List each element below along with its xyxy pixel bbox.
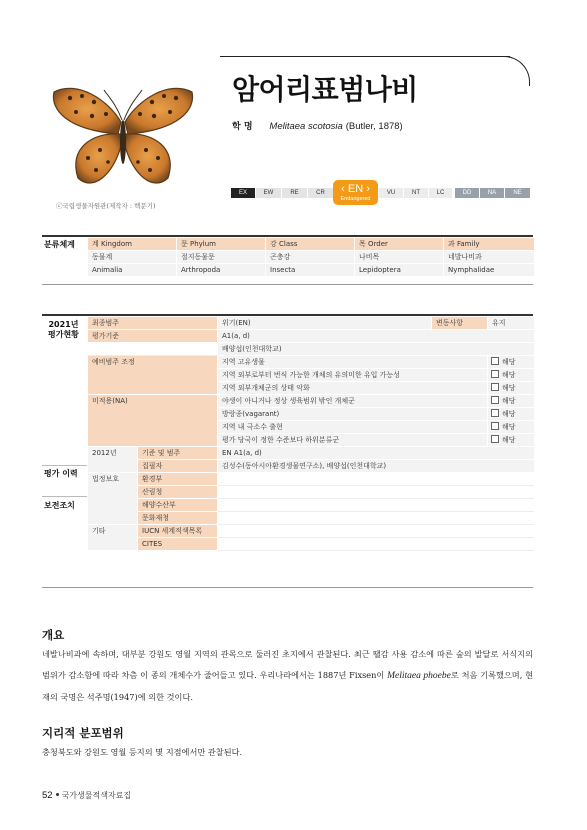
history-label: 평가 이력 (44, 469, 78, 478)
photo-credit: ⓒ국립생물자원관(제작자 : 백문기) (56, 202, 156, 210)
na-label: 미적용(NA) (88, 395, 218, 447)
table-cell: Animalia (88, 264, 177, 277)
table-cell: Insecta (266, 264, 355, 277)
classification-bottom-rule (42, 284, 533, 285)
criteria-author: 배양섭(인천대학교) (218, 343, 534, 356)
conservation-label: 보전조치 (44, 501, 75, 510)
checkbox-icon (491, 383, 499, 391)
preliminary-item: 지역 외부개체군의 상태 악화 (218, 382, 488, 395)
checkbox-cell: 해당 (488, 369, 534, 382)
blank-cell (218, 499, 534, 512)
history-author-label: 집필자 (138, 460, 218, 473)
rank-phylum: 문 Phylum (177, 238, 266, 251)
other-label: 기타 (88, 525, 138, 551)
criteria-value: A1(a, d) (218, 330, 534, 343)
rank-family: 과 Family (444, 238, 534, 251)
iucn-cat-na: NA (480, 188, 504, 198)
rank-class: 강 Class (266, 238, 355, 251)
checkbox-cell: 해당 (488, 395, 534, 408)
checkbox-cell: 해당 (488, 434, 534, 447)
butterfly-illustration (48, 70, 198, 200)
checkbox-icon (491, 435, 499, 443)
rank-order: 목 Order (355, 238, 444, 251)
classification-table (87, 238, 534, 277)
blank-cell (218, 473, 534, 486)
checkbox-icon (491, 409, 499, 417)
checkbox-cell: 해당 (488, 408, 534, 421)
iucn-cat-nt: NT (404, 188, 428, 198)
legal-item: 해양수산부 (138, 499, 218, 512)
scientific-authority: (Butler, 1878) (345, 121, 403, 132)
other-item: CITES (138, 538, 218, 551)
table-cell: 동물계 (88, 251, 177, 264)
change-label: 변동사항 (432, 317, 488, 330)
table-cell: 곤충강 (266, 251, 355, 264)
iucn-selected-code: ‹ EN › (341, 183, 370, 195)
synonym-name: Melitaea phoebe (387, 671, 451, 681)
classification-korean-row (88, 251, 534, 264)
classification-top-rule (42, 235, 533, 237)
checkbox-icon (491, 396, 499, 404)
checkbox-cell: 해당 (488, 356, 534, 369)
header-rule-corner (500, 56, 530, 86)
iucn-cat-vu: VU (379, 188, 403, 198)
preliminary-item: 지역 고유생물 (218, 356, 488, 369)
checkbox-cell: 해당 (488, 421, 534, 434)
table-cell: Arthropoda (177, 264, 266, 277)
rank-kingdom: 계 Kingdom (88, 238, 177, 251)
change-value: 유지 (488, 317, 534, 330)
scientific-name-label: 학 명 (232, 122, 253, 132)
blank-cell (218, 525, 534, 538)
blank-cell (88, 343, 218, 356)
checkbox-icon (491, 357, 499, 365)
bullet-icon (56, 793, 59, 796)
final-category-value: 위기(EN) (218, 317, 432, 330)
table-cell: Lepidoptera (355, 264, 444, 277)
history-year: 2012년 (88, 447, 138, 473)
iucn-cat-ex: EX (231, 188, 255, 198)
table-cell: 나비목 (355, 251, 444, 264)
checkbox-icon (491, 422, 499, 430)
legal-label: 법정보호 (88, 473, 138, 525)
history-category-value: EN A1(a, d) (218, 447, 534, 460)
na-item: 야생이 아니거나 정상 생육범위 밖인 개체군 (218, 395, 488, 408)
iucn-cat-ne: NE (505, 188, 530, 198)
overview-heading: 개요 (42, 628, 65, 642)
na-item: 지역 내 극소수 출현 (218, 421, 488, 434)
other-item: IUCN 세계적색목록 (138, 525, 218, 538)
status-table (87, 317, 534, 551)
species-korean-name: 암어리표범나비 (232, 73, 418, 106)
na-item: 방랑종(vagarant) (218, 408, 488, 421)
classification-header-row (88, 238, 534, 251)
status-bottom-rule (42, 587, 533, 588)
final-category-label: 최종범주 (88, 317, 218, 330)
table-cell: 절지동물문 (177, 251, 266, 264)
iucn-cat-cr: CR (308, 188, 333, 198)
overview-paragraph: 네발나비과에 속하며, 대부분 강원도 영월 지역의 관목으로 둘러진 초지에서 관찰된다. 최근 땔감 사용 감소에 따른 숲의 발달로 서식지의 범위가 감소함에 따라 차츰 이 종의 개체수가 줄어들고 있다. 우리나라에서는 1887년 Fixsen이 Melitaea phoebe로 처음 기록했으며, 현재의 국명은 석주명(1947)에 의한 것이다. (42, 649, 534, 702)
status-top-rule (42, 314, 533, 316)
preliminary-item: 지역 외부로부터 번식 가능한 개체의 유의미한 유입 가능성 (218, 369, 488, 382)
checkbox-cell: 해당 (488, 382, 534, 395)
preliminary-label: 예비범주 조정 (88, 356, 218, 395)
legal-item: 환경부 (138, 473, 218, 486)
book-title: 국가생물적색자료집 (61, 791, 132, 800)
legal-item: 문화재청 (138, 512, 218, 525)
checkbox-icon (491, 370, 499, 378)
classification-latin-row (88, 264, 534, 277)
scientific-name: Melitaea scotosia (269, 121, 343, 132)
page-footer (42, 790, 131, 801)
iucn-cat-re: RE (282, 188, 307, 198)
history-category-label: 기준 및 범주 (138, 447, 218, 460)
page-number: 52 (42, 790, 53, 801)
blank-cell (218, 538, 534, 551)
distribution-heading: 지리적 분포범위 (42, 726, 124, 740)
iucn-cat-lc: LC (429, 188, 452, 198)
na-item: 평가 당국이 정한 수준보다 하위분류군 (218, 434, 488, 447)
blank-cell (218, 512, 534, 525)
table-cell: Nymphalidae (444, 264, 534, 277)
header-rule (220, 56, 510, 57)
status-2021-label: 2021년 평가현황 (48, 320, 79, 339)
table-cell: 네발나비과 (444, 251, 534, 264)
criteria-label: 평가기준 (88, 330, 218, 343)
legal-item: 산림청 (138, 486, 218, 499)
iucn-selected-badge (333, 180, 378, 205)
distribution-paragraph: 충청북도와 강원도 영월 등지의 몇 지점에서만 관찰된다. (42, 747, 243, 757)
classification-label: 분류체계 (44, 240, 75, 249)
iucn-cat-ew: EW (256, 188, 281, 198)
blank-cell (218, 486, 534, 499)
iucn-selected-label: Endangered (340, 196, 371, 202)
iucn-cat-dd: DD (455, 188, 479, 198)
scientific-name-line (232, 119, 403, 132)
history-author-value: 김성수(동아시아환경생물연구소), 배양섭(인천대학교) (218, 460, 534, 473)
